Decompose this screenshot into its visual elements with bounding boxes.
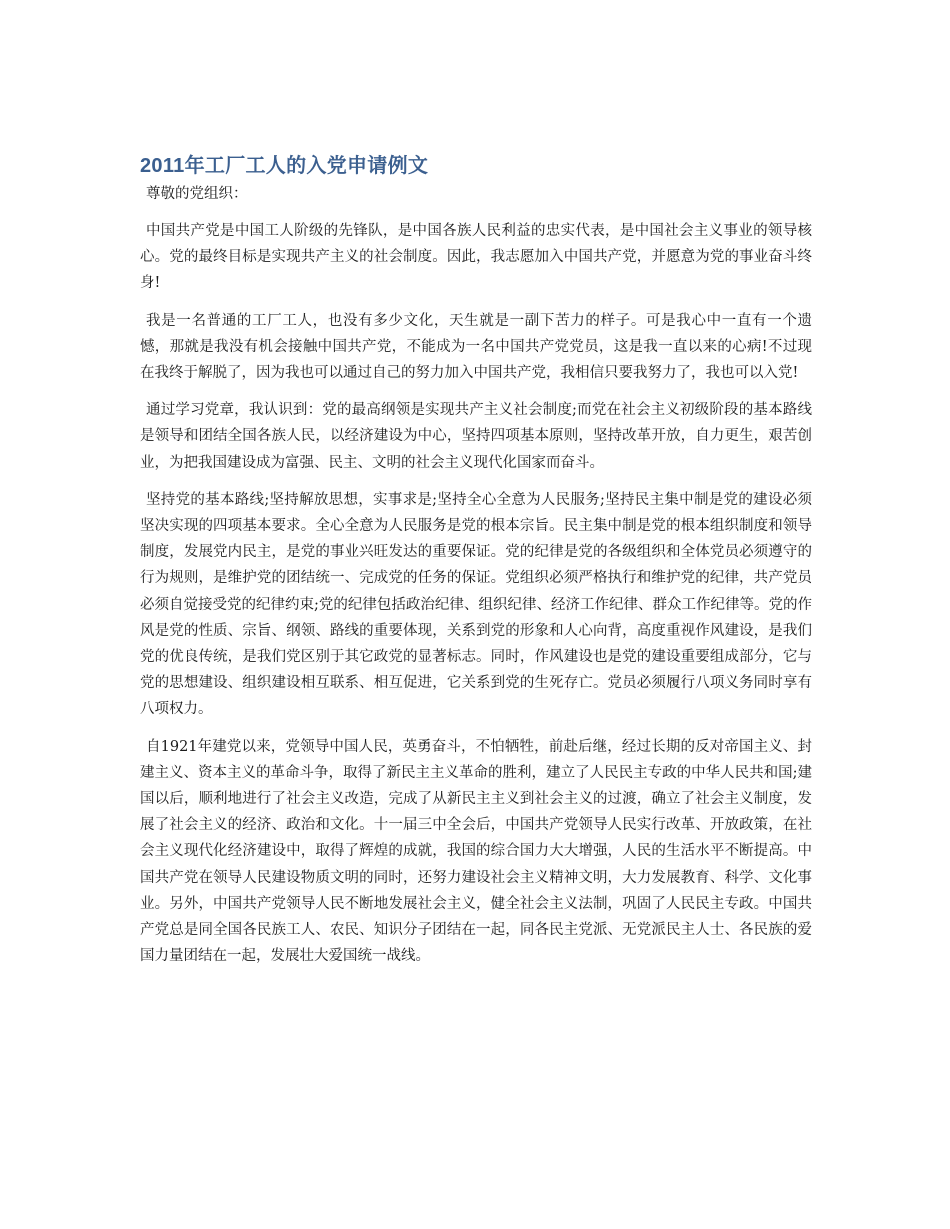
paragraph-3: 通过学习党章，我认识到：党的最高纲领是实现共产主义社会制度;而党在社会主义初级阶段的基本路线是领导和团结全国各族人民，以经济建设为中心，坚持四项基本原则，坚持改革开放，自力更生，艰苦创业，为把我国建设成为富强、民主、文明的社会主义现代化国家而奋斗。 bbox=[140, 402, 812, 471]
paragraph-4: 坚持党的基本路线;坚持解放思想，实事求是;坚持全心全意为人民服务;坚持民主集中制是党的建设必须坚决实现的四项基本要求。全心全意为人民服务是党的根本宗旨。民主集中制是党的根本组织制度和领导制度，发展党内民主，是党的事业兴旺发达的重要保证。党的纪律是党的各级组织和全体党员必须遵守的行为规则，是维护党的团结统一、完成党的任务的保证。党组织必须严格执行和维护党的纪律，共产党员必须自觉接受党的纪律约束;党的纪律包括政治纪律、组织纪律、经济工作纪律、群众工作纪律等。党的作风是党的性质、宗旨、纲领、路线的重要体现，关系到党的形象和人心向背，高度重视作风建设，是我们党的优良传统，是我们党区别于其它政党的显著标志。同时，作风建设也是党的建设重要组成部分，它与党的思想建设、组织建设相互联系、相互促进，它关系到党的生死存亡。党员必须履行八项义务同时享有八项权力。 bbox=[140, 491, 812, 718]
paragraph-2: 我是一名普通的工厂工人，也没有多少文化，天生就是一副下苦力的样子。可是我心中一直有一个遗憾，那就是我没有机会接触中国共产党，不能成为一名中国共产党党员，这是我一直以来的心病!不过现在我终于解脱了，因为我也可以通过自己的努力加入中国共产党，我相信只要我努力了，我也可以入党! bbox=[140, 312, 812, 382]
paragraph-1: 中国共产党是中国工人阶级的先锋队，是中国各族人民利益的忠实代表，是中国社会主义事业的领导核心。党的最终目标是实现共产主义的社会制度。因此，我志愿加入中国共产党，并愿意为党的事业奋斗终身! bbox=[140, 223, 812, 292]
salutation: 尊敬的党组织： bbox=[146, 186, 248, 202]
paragraph-5: 自1921年建党以来，党领导中国人民，英勇奋斗，不怕牺牲，前赴后继，经过长期的反对帝国主义、封建主义、资本主义的革命斗争，取得了新民主主义革命的胜利，建立了人民民主专政的中华人民共和国;建国以后，顺利地进行了社会主义改造，完成了从新民主主义到社会主义的过渡，确立了社会主义制度，发展了社会主义的经济、政治和文化。十一届三中全会后，中国共产党领导人民实行改革、开放政策，在社会主义现代化经济建设中，取得了辉煌的成就，我国的综合国力大大增强，人民的生活水平不断提高。中国共产党在领导人民建设物质文明的同时，还努力建设社会主义精神文明，大力发展教育、科学、文化事业。另外，中国共产党领导人民不断地发展社会主义，健全社会主义法制，巩固了人民民主专政。中国共产党总是同全国各民族工人、农民、知识分子团结在一起，同各民主党派、无党派民主人士、各民族的爱国力量团结在一起，发展壮大爱国统一战线。 bbox=[140, 738, 812, 965]
document-title: 2011年工厂工人的入党申请例文 bbox=[140, 155, 429, 177]
document-page bbox=[140, 151, 812, 969]
